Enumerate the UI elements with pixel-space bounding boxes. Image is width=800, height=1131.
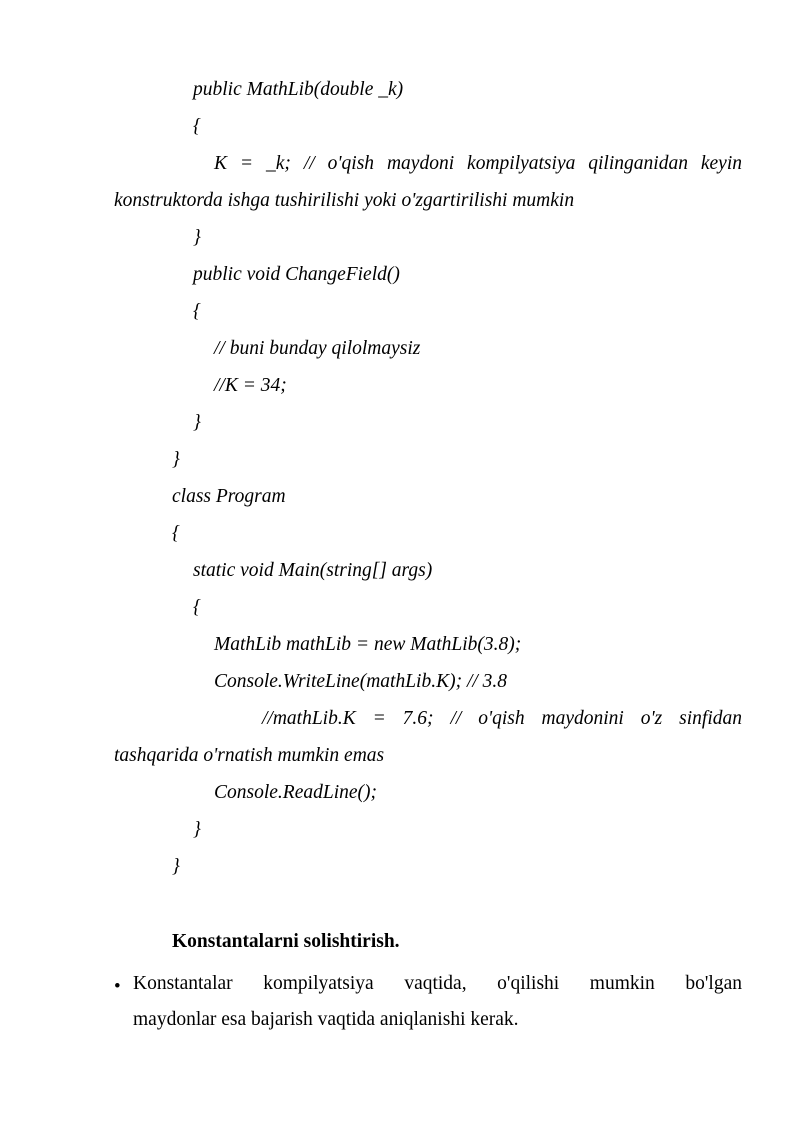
code-line: class Program xyxy=(172,486,286,507)
code-line: } xyxy=(193,227,201,248)
code-line: } xyxy=(172,449,180,470)
code-line: konstruktorda ishga tushirilishi yoki o'zgartirilishi mumkin xyxy=(114,190,575,211)
code-line: } xyxy=(172,856,180,877)
bullet-text-line: Konstantalar kompilyatsiya vaqtida, o'qilishi mumkin bo'lgan xyxy=(133,973,742,994)
code-line: //K = 34; xyxy=(214,375,287,396)
bullet-text xyxy=(133,966,742,1038)
code-line: { xyxy=(193,597,201,618)
code-line: public MathLib(double _k) xyxy=(193,79,404,100)
code-line: { xyxy=(172,523,180,544)
code-line: Console.ReadLine(); xyxy=(214,782,378,803)
code-line: } xyxy=(193,819,201,840)
code-line: static void Main(string[] args) xyxy=(193,560,433,581)
code-wrapped-line xyxy=(262,707,742,731)
bullet-icon: • xyxy=(114,976,121,997)
code-line: } xyxy=(193,412,201,433)
code-wrapped-line xyxy=(214,152,742,176)
section-heading: Konstantalarni solishtirish. xyxy=(172,931,400,952)
code-line: { xyxy=(193,301,201,322)
bullet-list-item xyxy=(114,966,742,1038)
code-line: public void ChangeField() xyxy=(193,264,400,285)
code-line: K = _k; // o'qish maydoni kompilyatsiya qilinganidan keyin xyxy=(214,153,742,174)
code-line: //mathLib.K = 7.6; // o'qish maydonini o'z sinfidan xyxy=(262,708,742,729)
code-line: { xyxy=(193,116,201,137)
code-line: // buni bunday qilolmaysiz xyxy=(214,338,421,359)
bullet-text-line: maydonlar esa bajarish vaqtida aniqlanishi kerak. xyxy=(133,1009,519,1030)
code-line: MathLib mathLib = new MathLib(3.8); xyxy=(214,634,522,655)
code-line: Console.WriteLine(mathLib.K); // 3.8 xyxy=(214,671,508,692)
code-line: tashqarida o'rnatish mumkin emas xyxy=(114,745,385,766)
